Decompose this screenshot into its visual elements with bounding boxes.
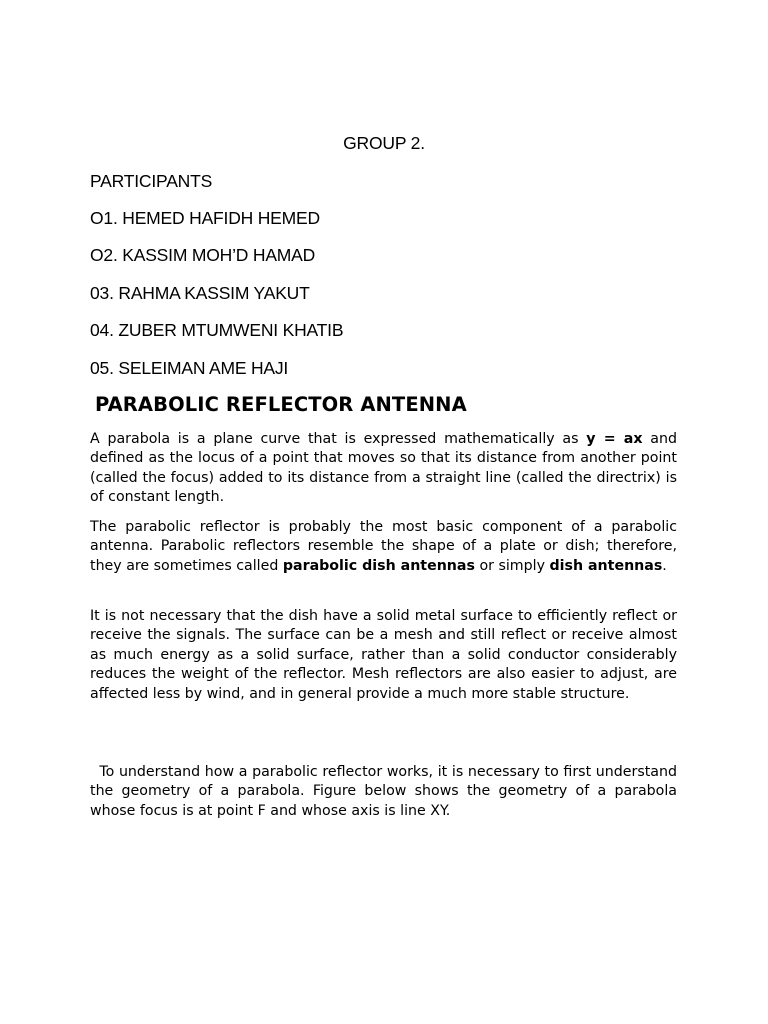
paragraph-parabola-definition — [90, 430, 677, 508]
paragraph-geometry-intro: To understand how a parabolic reflector works, it is necessary to first understand the geometry of a parabola. Figure below shows the geometry of a parabola whose focus is at point F and whose axis is line XY. — [90, 764, 682, 819]
section-heading: PARABOLIC REFLECTOR ANTENNA — [95, 393, 467, 416]
participant-item-2: O2. KASSIM MOH’D HAMAD — [90, 245, 316, 265]
paragraph2-text-c: . — [662, 557, 667, 574]
paragraph2-text-b: or simply — [474, 557, 550, 574]
participants-label: PARTICIPANTS — [90, 171, 213, 191]
paragraph-mesh-surface: It is not necessary that the dish have a solid metal surface to efficiently reflect or receive the signals. The surface can be a mesh and still reflect or receive almost as much energy as a solid surface, rather than a solid conductor considerably reduces the weight of the reflector. Mesh reflectors are also easier to adjust, are affected less by wind, and in general provide a much more stable structure. — [90, 608, 677, 702]
paragraph1-text-a: A parabola is a plane curve that is expressed mathematically as — [90, 431, 587, 447]
paragraph2-text-a: The parabolic reflector is probably the most basic component of a parabolic antenna. Parabolic reflectors resemble the shape of a plate or dish; therefore, they are sometimes called — [90, 519, 677, 574]
participant-item-1: O1. HEMED HAFIDH HEMED — [90, 208, 320, 228]
participant-item-5: 05. SELEIMAN AME HAJI — [90, 358, 289, 378]
paragraph-reflector-component — [90, 518, 677, 576]
group-title: GROUP 2. — [343, 133, 425, 153]
paragraph1-text-b: and defined as the locus of a point that moves so that its distance from another point (called the focus) added to its distance from a straight line (called the directrix) is of constant length. — [90, 431, 677, 506]
term-parabolic-dish-antennas: parabolic dish antennas — [282, 557, 475, 574]
participant-item-4: 04. ZUBER MTUMWENI KHATIB — [90, 320, 344, 340]
equation-text: y = ax — [586, 431, 643, 447]
term-dish-antennas: dish antennas — [549, 557, 663, 574]
participant-item-3: 03. RAHMA KASSIM YAKUT — [90, 283, 310, 303]
